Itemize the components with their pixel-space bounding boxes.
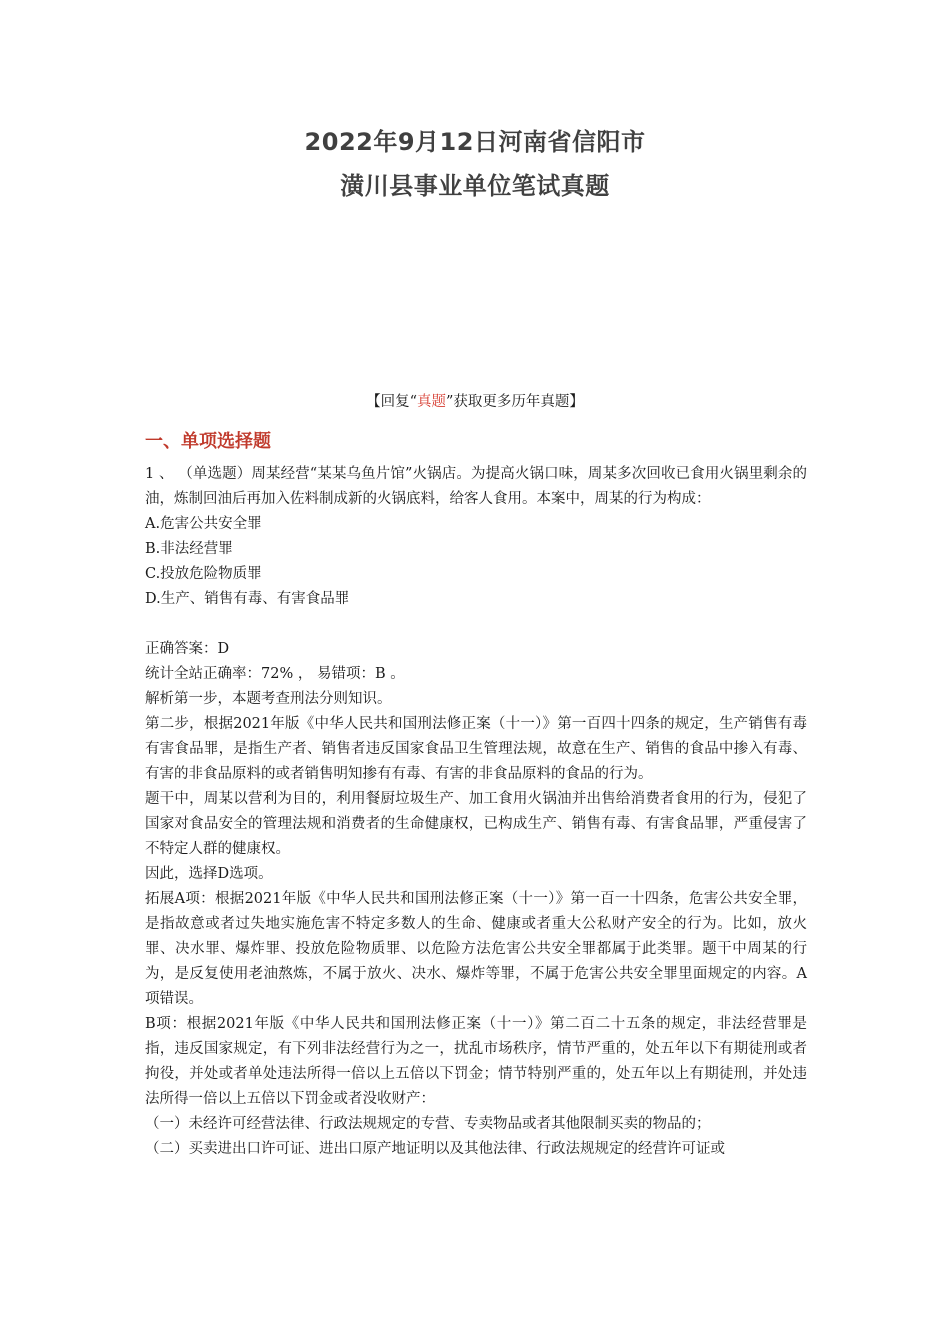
spacer: [145, 612, 807, 637]
question-stem: 1 、 （单选题）周某经营“某某乌鱼片馆”火锅店。为提高火锅口味，周某多次回收已食用火锅里剩余的油，炼制回油后再加入佐料制成新的火锅底料，给客人食用。本案中，周某的行为构成：: [145, 466, 807, 507]
analysis-paragraph: （二）买卖进出口许可证、进出口原产地证明以及其他法律、行政法规规定的经营许可证或: [145, 1141, 725, 1157]
option-c: C.投放危险物质罪: [145, 566, 262, 582]
analysis-paragraph: 题干中，周某以营利为目的，利用餐厨垃圾生产、加工食用火锅油并出售给消费者食用的行为，侵犯了国家对食品安全的管理法规和消费者的生命健康权，已构成生产、销售有毒、有害食品罪，严重侵害了不特定人群的健康权。: [145, 791, 807, 857]
analysis-paragraph: 第二步，根据2021年版《中华人民共和国刑法修正案（十一）》第一百四十四条的规定，生产销售有毒有害食品罪，是指生产者、销售者违反国家食品卫生管理法规，故意在生产、销售的食品中掺入有毒、有害的非食品原料的或者销售明知掺有有毒、有害的非食品原料的食品的行为。: [145, 716, 807, 782]
question-content: [145, 462, 807, 1162]
analysis-paragraph: （一）未经许可经营法律、行政法规规定的专营、专卖物品或者其他限制买卖的物品的；: [145, 1116, 711, 1132]
document-title: [0, 120, 950, 208]
analysis-paragraph: 因此，选择D选项。: [145, 866, 273, 882]
promo-highlight: 真题: [417, 394, 446, 410]
promo-banner: [0, 390, 950, 411]
option-d: D.生产、销售有毒、有害食品罪: [145, 591, 350, 607]
correct-answer: 正确答案：D: [145, 641, 230, 657]
analysis-paragraph: B项：根据2021年版《中华人民共和国刑法修正案（十一）》第二百二十五条的规定，非法经营罪是指，违反国家规定，有下列非法经营行为之一，扰乱市场秩序，情节严重的，处五年以下有期徒刑或者拘役，并处或者单处违法所得一倍以上五倍以下罚金；情节特别严重的，处五年以上有期徒刑，并处违法所得一倍以上五倍以下罚金或者没收财产：: [145, 1016, 807, 1107]
analysis-paragraph: 解析第一步，本题考查刑法分则知识。: [145, 691, 392, 707]
promo-prefix: 【回复“: [366, 394, 417, 410]
option-b: B.非法经营罪: [145, 541, 233, 557]
title-line-2: 潢川县事业单位笔试真题: [340, 172, 610, 200]
promo-suffix: ”获取更多历年真题】: [446, 394, 584, 410]
answer-stats: 统计全站正确率：72% ， 易错项：B 。: [145, 666, 405, 682]
option-a: A.危害公共安全罪: [145, 516, 262, 532]
analysis-paragraph: 拓展A项：根据2021年版《中华人民共和国刑法修正案（十一）》第一百一十四条，危害公共安全罪，是指故意或者过失地实施危害不特定多数人的生命、健康或者重大公私财产安全的行为。比如，放火罪、决水罪、爆炸罪、投放危险物质罪、以危险方法危害公共安全罪都属于此类罪。题干中周某的行为，是反复使用老油熬炼，不属于放火、决水、爆炸等罪，不属于危害公共安全罪里面规定的内容。A项错误。: [145, 891, 807, 1007]
section-heading: 一、单项选择题: [145, 431, 271, 452]
title-line-1: 2022年9月12日河南省信阳市: [304, 128, 646, 156]
